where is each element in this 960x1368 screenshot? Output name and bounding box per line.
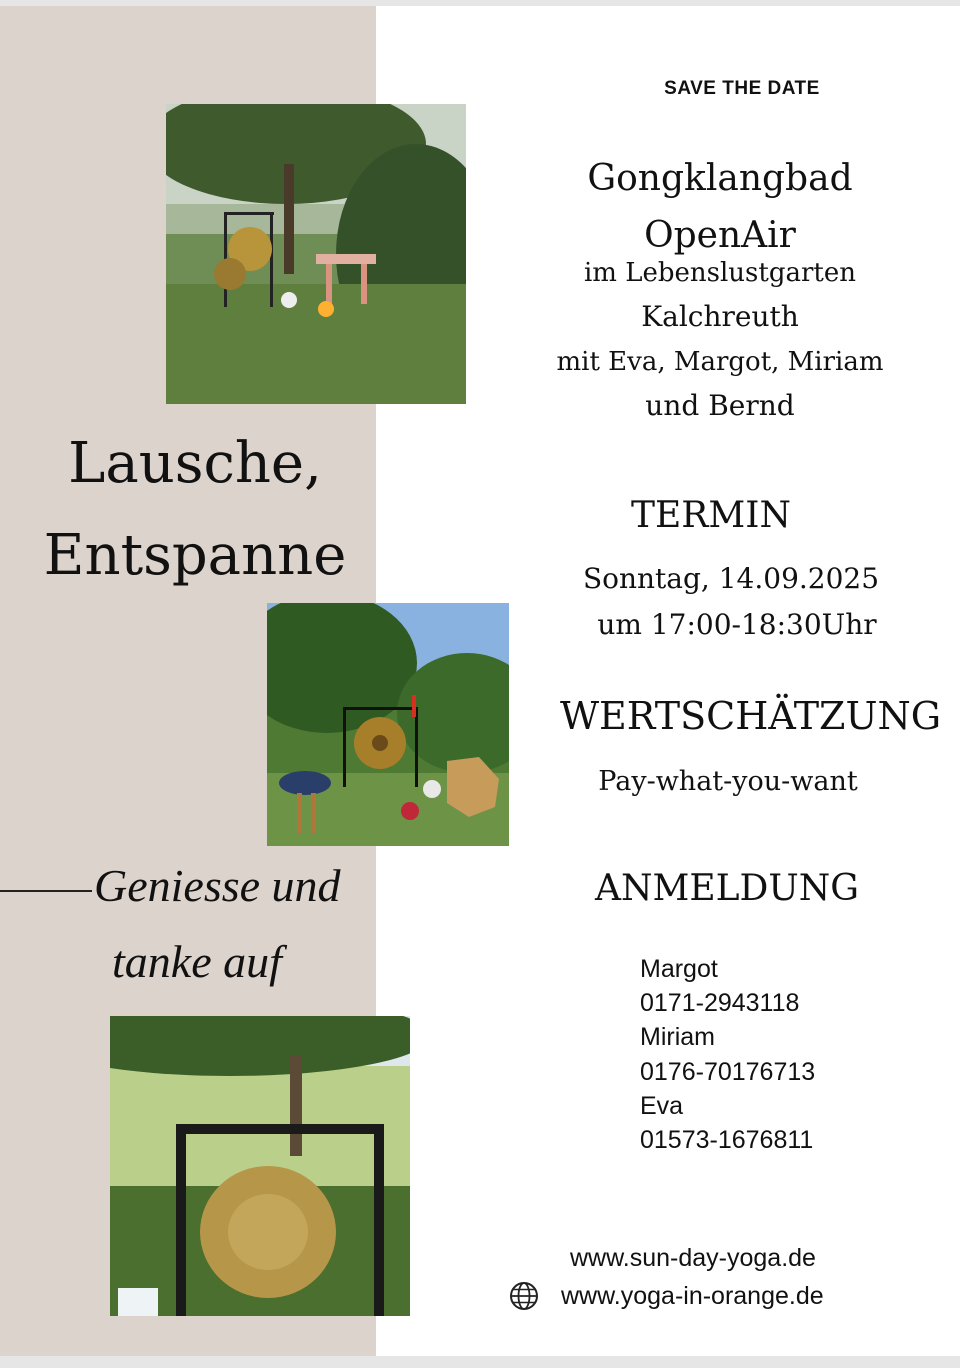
contact-name: Margot [640, 955, 718, 983]
wertschaetzung-heading: WERTSCHÄTZUNG [560, 694, 942, 738]
contact-name: Eva [640, 1091, 684, 1120]
event-title-line2: OpenAir [644, 215, 796, 256]
photo-gong-setup-lantern [166, 104, 466, 404]
termin-heading: TERMIN [631, 495, 791, 536]
slogan-script-line1: Geniesse und [94, 860, 341, 911]
website-link-1[interactable]: www.sun-day-yoga.de [570, 1244, 816, 1272]
event-title-line1: Gongklangbad [587, 158, 853, 199]
slogan-script-line2: tanke auf [112, 936, 282, 987]
save-the-date-label: SAVE THE DATE [664, 78, 820, 99]
anmeldung-heading: ANMELDUNG [594, 868, 859, 909]
contact-phone: 0171-2943118 [640, 989, 800, 1018]
photo-gong-garden [267, 603, 509, 846]
photo-large-gong-field [110, 1016, 410, 1316]
event-location-line1: im Lebenslustgarten [583, 258, 856, 288]
event-hosts-line2: und Bernd [645, 389, 795, 422]
event-location-line2: Kalchreuth [641, 300, 799, 333]
termin-date: Sonntag, 14.09.2025 [582, 562, 880, 595]
wertschaetzung-value: Pay-what-you-want [598, 766, 858, 797]
contact-phone: 01573-1676811 [640, 1126, 814, 1155]
website-link-2[interactable]: www.yoga-in-orange.de [561, 1282, 824, 1310]
decorative-line [0, 890, 92, 892]
globe-icon [509, 1281, 539, 1311]
contact-phone: 0176-70176713 [640, 1057, 816, 1086]
contact-list [640, 952, 815, 1157]
event-hosts-line1: mit Eva, Margot, Miriam [556, 347, 884, 377]
slogan-line1: Lausche, [68, 431, 322, 496]
slogan-line2: Entspanne [43, 523, 347, 588]
flyer-page [0, 6, 960, 1356]
termin-time: um 17:00-18:30Uhr [597, 608, 877, 641]
contact-name: Miriam [640, 1023, 715, 1052]
